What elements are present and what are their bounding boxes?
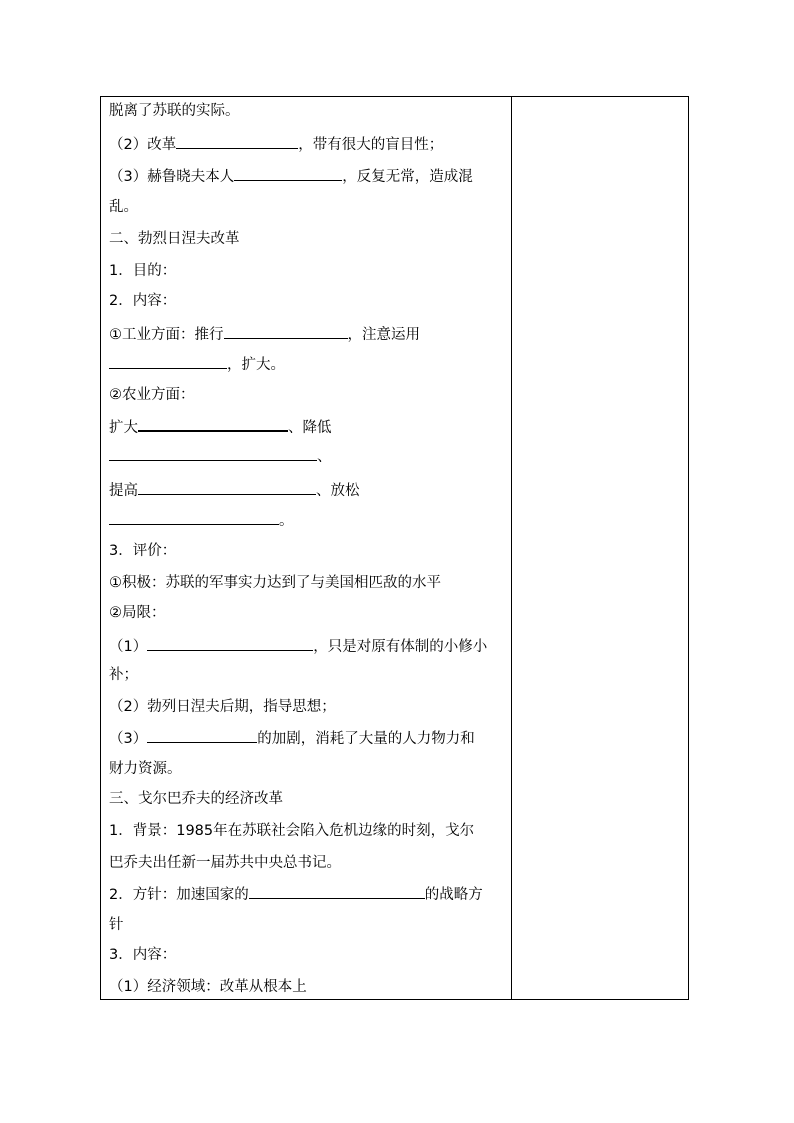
fill-blank[interactable] xyxy=(138,479,316,495)
text: 扩大 xyxy=(109,420,138,436)
fill-blank[interactable] xyxy=(109,445,317,461)
text: ②农业方面： xyxy=(109,387,195,403)
text-line xyxy=(109,977,307,997)
fill-blank[interactable] xyxy=(249,883,425,899)
text-line xyxy=(109,479,360,501)
text-line xyxy=(109,385,195,405)
text: ②局限： xyxy=(109,605,166,621)
text: 。 xyxy=(279,513,294,529)
text-line xyxy=(109,915,124,935)
text: ，反复无常，造成混 xyxy=(342,169,473,185)
text-line xyxy=(109,101,240,121)
fill-blank[interactable] xyxy=(147,635,313,651)
text: ，带有很大的盲目性； xyxy=(298,137,444,153)
fill-blank[interactable] xyxy=(224,323,348,339)
text-line xyxy=(109,133,443,155)
text: 财力资源。 xyxy=(109,761,182,777)
text: 、 xyxy=(317,449,332,465)
section-heading xyxy=(109,789,283,809)
text-line xyxy=(109,727,475,749)
text: ①积极：苏联的军事实力达到了与美国相匹敌的水平 xyxy=(109,575,441,591)
text: 1．目的： xyxy=(109,263,177,279)
text-line xyxy=(109,665,138,685)
text: 巴乔夫出任新一届苏共中央总书记。 xyxy=(109,855,341,871)
text-line xyxy=(109,415,332,438)
text: 3．内容： xyxy=(109,947,177,963)
text-line xyxy=(109,541,176,561)
text: 三、戈尔巴乔夫的经济改革 xyxy=(109,791,283,807)
text-line xyxy=(109,353,285,375)
fill-blank[interactable] xyxy=(234,165,342,181)
text: 补； xyxy=(109,667,138,683)
text-line xyxy=(109,323,420,345)
text: （1）经济领域：改革从根本上 xyxy=(109,979,307,995)
content-table xyxy=(100,96,689,1000)
text-line xyxy=(109,697,336,717)
text-line xyxy=(109,945,176,965)
column-divider xyxy=(511,97,512,999)
text: （1） xyxy=(109,639,148,655)
fill-blank[interactable] xyxy=(138,415,288,432)
text: 二、勃烈日涅夫改革 xyxy=(109,231,240,247)
text: 3．评价： xyxy=(109,543,177,559)
text-line xyxy=(109,291,176,311)
fill-blank[interactable] xyxy=(176,133,298,149)
text: 针 xyxy=(109,917,124,933)
text: （2）勃列日涅夫后期，指导思想； xyxy=(109,699,336,715)
text: （3）赫鲁晓夫本人 xyxy=(109,169,235,185)
text: 1．背景：1985年在苏联社会陷入危机边缘的时刻，戈尔 xyxy=(109,823,475,839)
text-line xyxy=(109,821,474,841)
text-line xyxy=(109,573,441,593)
text-line xyxy=(109,509,294,531)
text: 2．内容： xyxy=(109,293,177,309)
text: （2）改革 xyxy=(109,137,177,153)
text: 乱。 xyxy=(109,199,138,215)
text-line xyxy=(109,165,473,187)
text-line xyxy=(109,883,483,905)
text: 的加剧，消耗了大量的人力物力和 xyxy=(257,731,475,747)
text: 脱离了苏联的实际。 xyxy=(109,103,240,119)
section-heading xyxy=(109,229,240,249)
fill-blank[interactable] xyxy=(147,727,257,743)
text: ，扩大。 xyxy=(227,357,285,373)
text: ，只是对原有体制的小修小 xyxy=(313,639,488,655)
text: ①工业方面：推行 xyxy=(109,327,224,343)
text: 2．方针：加速国家的 xyxy=(109,887,249,903)
text-line xyxy=(109,853,341,873)
text-line xyxy=(109,635,487,657)
text: 、放松 xyxy=(316,483,360,499)
text-line xyxy=(109,261,176,281)
fill-blank[interactable] xyxy=(109,509,279,525)
text: （3） xyxy=(109,731,148,747)
text-line xyxy=(109,445,332,467)
text: 的战略方 xyxy=(424,887,483,903)
text: ，注意运用 xyxy=(347,327,420,343)
text: 、降低 xyxy=(288,420,332,436)
text-line xyxy=(109,603,166,623)
text: 提高 xyxy=(109,483,138,499)
text-line xyxy=(109,759,182,779)
text-line xyxy=(109,197,138,217)
fill-blank[interactable] xyxy=(109,353,227,369)
